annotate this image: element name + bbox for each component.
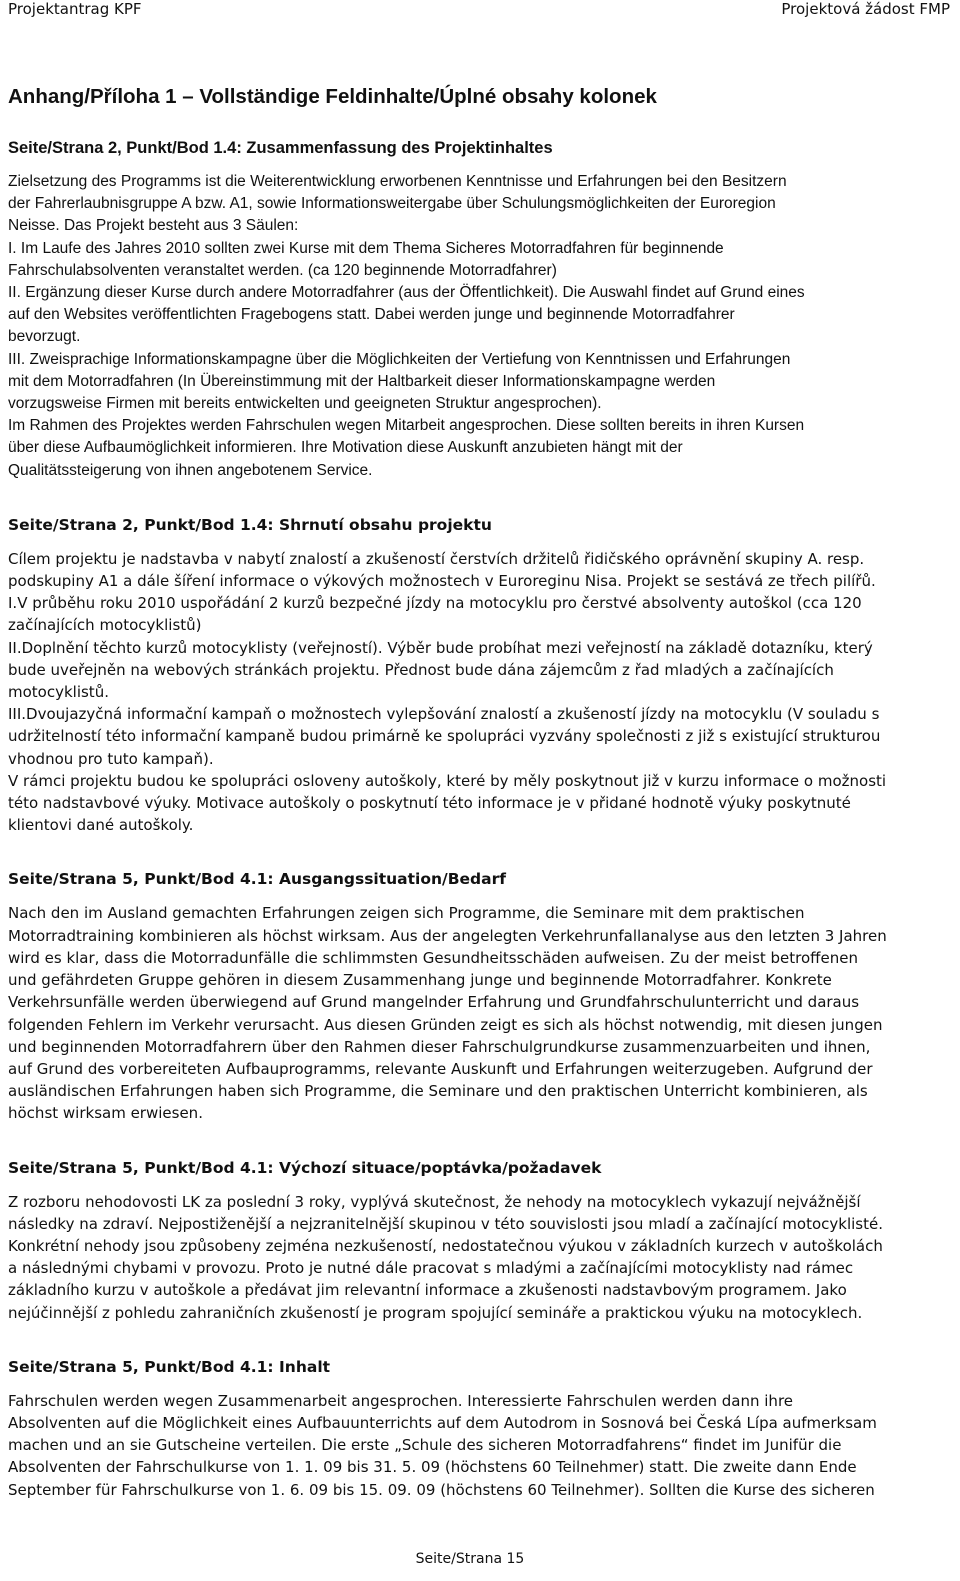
header-left-text: Projektantrag KPF <box>8 0 142 18</box>
section-heading: Seite/Strana 5, Punkt/Bod 4.1: Inhalt <box>8 1357 331 1376</box>
section-body: Zielsetzung des Programms ist die Weiterentwicklung erworbenen Kenntnisse und Erfahrungen bei den Besitzern der Fahrerlaubnisgruppe A bzw. A1, sowie Informationsweitergabe über Schulungsmöglichkeiten der Euroregion Neisse. Das Projekt besteht aus 3 Säulen: I. Im Laufe des Jahres 2010 sollten zwei Kurse mit dem Thema Sicheres Motorradfahren für beginnende Fahrschulabsolventen veranstaltet werden. (ca 120 beginnende Motorradfahrer) II. Ergänzung dieser Kurse durch andere Motorradfahrer (aus der Öffentlichkeit). Die Auswahl findet auf Grund eines auf den Websites veröffentlichten Fragebogens statt. Dabei werden junge und beginnende Motorradfahrer bevorzugt. III. Zweisprachige Informationskampagne über die Möglichkeiten der Vertiefung von Kenntnissen und Erfahrungen mit dem Motorradfahren (In Übereinstimmung mit der Haltbarkeit dieser Informationskampagne werden vorzugsweise Firmen mit bereits entwickelten und geeigneten Struktur angesprochen). Im Rahmen des Projektes werden Fahrschulen wegen Mitarbeit angesprochen. Diese sollten bereits in ihren Kursen über diese Aufbaumöglichkeit informieren. Ihre Motivation diese Auskunft anzubieten hängt mit der Qualitätssteigerung von ihnen angebotenem Service. <box>8 173 805 479</box>
section-heading: Seite/Strana 2, Punkt/Bod 1.4: Zusammenfassung des Projektinhaltes <box>8 139 553 157</box>
header-right-text: Projektová žádost FMP <box>781 0 950 18</box>
page-number: Seite/Strana 15 <box>415 1551 525 1567</box>
section-body: Fahrschulen werden wegen Zusammenarbeit angesprochen. Interessierte Fahrschulen werden dann ihre Absolventen auf die Möglichkeit eines Aufbauunterrichts auf dem Autodrom in Sosnová bei Česká Lípa aufmerksam machen und an sie Gutscheine verteilen. Die erste „Schule des sicheren Motorradfahrens“ findet im Junifür die Absolventen der Fahrschulkurse von 1. 1. 09 bis 31. 5. 09 (höchstens 60 Teilnehmer) statt. Die zweite dann Ende September für Fahrschulkurse von 1. 6. 09 bis 15. 09. 09 (höchstens 60 Teilnehmer). Sollten die Kurse des sicheren <box>8 1391 877 1499</box>
section-body: Cílem projektu je nadstavba v nabytí znalostí a zkušeností čerstvích držitelů řidičského oprávnění skupiny A. resp. podskupiny A1 a dále šíření informace o výkových možnostech v Euroreginu Nisa. Projekt se sestává ze třech pilířů. I.V průběhu roku 2010 uspořádání 2 kurzů bezpečné jízdy na motocyklu pro čerstvé absolventy autoškol (cca 120 začínajících motocyklistů) II.Doplnění těchto kurzů motocyklisty (veřejností). Výběr bude probíhat mezi veřejností na základě dotazníku, který bude uveřejněn na webových stránkách projektu. Přednost bude dána zájemcům z řad mladých a začínajících motocyklistů. III.Dvoujazyčná informační kampaň o možnostech vylepšování znalostí a zkušeností jízdy na motocyklu (V souladu s udržitelností této informační kampaně budou primárně ke spolupráci vyzvány společnosti z již s existující strukturou vhodnou pro tuto kampaň). V rámci projektu budou ke spolupráci osloveny autoškoly, které by měly poskytnout již v kurzu informace o možnosti této nadstavbové výuky. Motivace autoškoly o poskytnutí této informace je v přidané hodnotě výuky poskytnuté klientovi dané autoškoly. <box>8 549 887 835</box>
page-header <box>0 0 960 28</box>
section-zusammenfassung <box>8 138 952 482</box>
section-inhalt <box>8 1357 952 1501</box>
section-heading: Seite/Strana 2, Punkt/Bod 1.4: Shrnutí obsahu projektu <box>8 515 492 534</box>
section-body: Z rozboru nehodovosti LK za poslední 3 roky, vyplývá skutečnost, že nehody na motocyklech vykazují nejvážnější následky na zdraví. Nejpostiženější a nejzranitelnější skupinou v této souvislosti jsou mladí a začínající motocyklisté. Konkrétní nehody jsou způsobeny zejména nezkušeností, nedostatečnou výukou v základních kurzech v autoškolách a následnými chybami v provozu. Proto je nutné dále pracovat s mladými a začínajícími motocyklisty nad rámec základního kurzu v autoškole a předávat jim relevantní informace a zkušenosti nadstavbovým programem. Jako nejúčinnější z pohledu zahraničních zkušeností je program spojující semináře a praktickou výuku na motocyklech. <box>8 1192 883 1322</box>
section-heading: Seite/Strana 5, Punkt/Bod 4.1: Výchozí situace/poptávka/požadavek <box>8 1158 602 1177</box>
section-vychozi-situace <box>8 1158 952 1324</box>
document-title: Anhang/Příloha 1 – Vollständige Feldinhalte/Úplné obsahy kolonek <box>8 85 657 108</box>
section-ausgangssituation <box>8 869 952 1124</box>
document-content <box>8 138 952 1534</box>
section-shrnuti <box>8 515 952 837</box>
section-body: Nach den im Ausland gemachten Erfahrungen zeigen sich Programme, die Seminare mit dem praktischen Motorradtraining kombinieren als höchst wirksam. Aus der angelegten Verkehrunfallanalyse aus den letzten 3 Jahren wird es klar, dass die Motorradunfälle die schlimmsten Gesundheitsschäden aufweisen. Zu der meist betroffenen und gefährdeten Gruppe gehören in diesem Zusammenhang junge und beginnende Motorradfahrer. Konkrete Verkehrsunfälle werden überwiegend auf Grund mangelnder Erfahrung und Grundfahrschulunterricht und daraus folgenden Fehlern im Verkehr verursacht. Aus diesen Gründen zeigt es sich als höchst notwendig, mit diesen jungen und beginnenden Motorradfahrern über den Rahmen dieser Fahrschulgrundkurse zusammenzuarbeiten und ihnen, auf Grund des vorbereiteten Aufbauprogramms, relevante Auskunft und Erfahrungen weiterzugeben. Aufgrund der ausländischen Erfahrungen haben sich Programme, die Seminare und den praktischen Unterricht kombinieren, als höchst wirksam erwiesen. <box>8 904 887 1123</box>
section-heading: Seite/Strana 5, Punkt/Bod 4.1: Ausgangssituation/Bedarf <box>8 870 506 889</box>
